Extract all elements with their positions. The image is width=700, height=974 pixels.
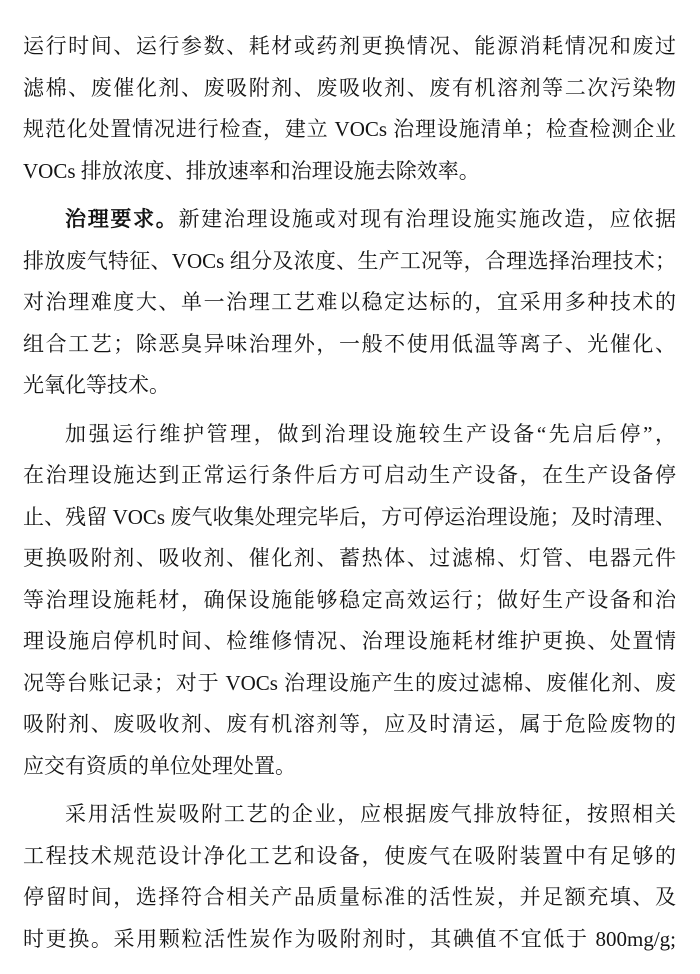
text-segment: 等治理设施耗材，确保设施能够稳定高效运行；做好生产设备和治 [23, 587, 676, 612]
text-segment: 工程技术规范设计净化工艺和设备，使废气在吸附装置中有足够的 [23, 843, 676, 868]
text-line [23, 497, 676, 539]
text-line [23, 919, 676, 961]
text-line [23, 151, 676, 193]
text-segment: 规范化处置情况进行检查，建立 VOCs 治理设施清单；检查检测企业 [23, 117, 676, 141]
text-segment: 在治理设施达到正常运行条件后方可启动生产设备，在生产设备停 [23, 463, 676, 487]
text-segment: 光氧化等技术。 [23, 373, 170, 397]
text-line [23, 663, 676, 705]
text-line [23, 414, 676, 456]
text-line [23, 794, 676, 836]
text-line [23, 282, 676, 324]
paragraph [23, 414, 676, 788]
text-segment: 新建治理设施或对现有治理设施实施改造，应依据 [178, 207, 676, 231]
text-segment: 理设施启停机时间、检维修情况、治理设施耗材维护更换、处置情 [23, 629, 676, 653]
text-segment: 更换吸附剂、吸收剂、催化剂、蓄热体、过滤棉、灯管、电器元件 [23, 546, 676, 570]
text-segment: 加强运行维护管理，做到治理设施较生产设备“先启后停”， [65, 421, 676, 446]
text-segment: 滤棉、废催化剂、废吸附剂、废吸收剂、废有机溶剂等二次污染物 [23, 75, 676, 100]
text-segment: 止、残留 VOCs 废气收集处理完毕后，方可停运治理设施；及时清理、 [23, 504, 676, 529]
text-segment: 采用活性炭吸附工艺的企业，应根据废气排放特征，按照相关 [65, 802, 676, 826]
text-line [23, 199, 676, 241]
text-line [23, 580, 676, 622]
text-segment: 停留时间，选择符合相关产品质量标准的活性炭，并足额充填、及 [23, 885, 676, 909]
text-line [23, 538, 676, 580]
text-segment: 对治理难度大、单一治理工艺难以稳定达标的，宜采用多种技术的 [23, 290, 676, 314]
text-line [23, 455, 676, 497]
paragraph [23, 26, 676, 192]
paragraph [23, 199, 676, 407]
text-segment: 组合工艺；除恶臭异味治理外，一般不使用低温等离子、光催化、 [23, 331, 676, 356]
text-line [23, 877, 676, 919]
text-segment: 时更换。采用颗粒活性炭作为吸附剂时，其碘值不宜低于 800mg/g; [23, 926, 676, 951]
text-segment: VOCs 排放浓度、排放速率和治理设施去除效率。 [23, 158, 480, 183]
text-line [23, 746, 676, 788]
text-line [23, 324, 676, 366]
text-line [23, 621, 676, 663]
text-line [23, 365, 676, 407]
bold-text-segment: 治理要求。 [65, 207, 179, 231]
text-line [23, 109, 676, 151]
text-segment: 排放废气特征、VOCs 组分及浓度、生产工况等，合理选择治理技术； [23, 248, 676, 273]
text-line [23, 704, 676, 746]
text-line [23, 241, 676, 283]
text-line [23, 68, 676, 110]
text-line [23, 26, 676, 68]
text-segment: 况等台账记录；对于 VOCs 治理设施产生的废过滤棉、废催化剂、废 [23, 670, 676, 695]
paragraph [23, 794, 676, 960]
text-line [23, 836, 676, 878]
text-segment: 吸附剂、废吸收剂、废有机溶剂等，应及时清运，属于危险废物的 [23, 712, 676, 736]
text-segment: 应交有资质的单位处理处置。 [23, 753, 296, 778]
text-segment: 运行时间、运行参数、耗材或药剂更换情况、能源消耗情况和废过 [23, 34, 676, 58]
